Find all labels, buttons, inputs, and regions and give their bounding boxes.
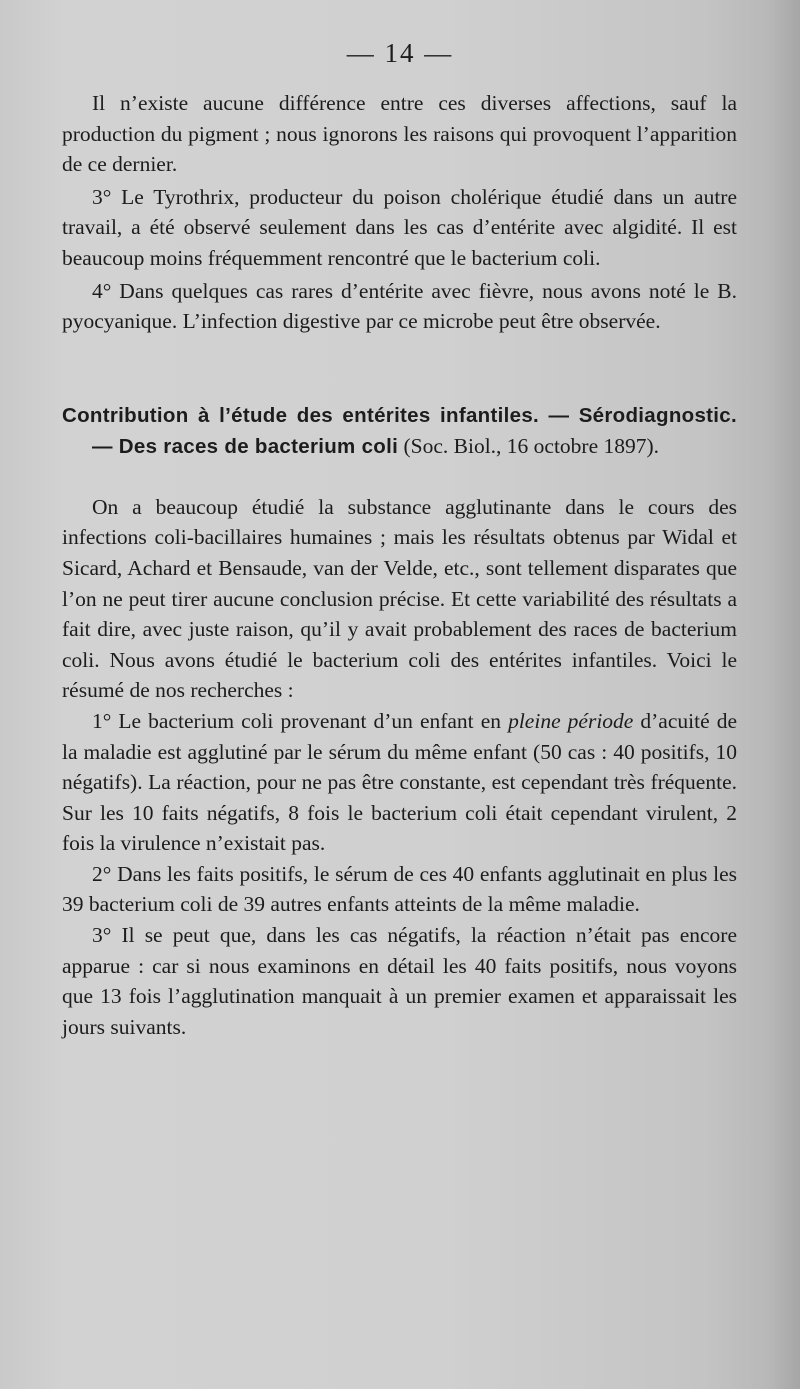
paragraph-point-1-start: 1° Le bacterium coli provenant d’un enfant en	[92, 708, 509, 733]
section-heading-title: Contribution à l’étude des entérites infantiles. — Sérodiagnostic. — Des races de bacterium coli	[62, 403, 737, 458]
paragraph-pyocyanique: 4° Dans quelques cas rares d’entérite avec fièvre, nous avons noté le B. pyocyanique. L’infection digestive par ce microbe peut être observée.	[62, 278, 737, 334]
page-content	[62, 88, 737, 1042]
section-heading	[62, 400, 737, 462]
paragraph-point-1-end: d’acuité de la maladie est agglutiné par le sérum du même enfant (50 cas : 40 positifs, 10 négatifs). La réaction, pour ne pas être constante, est cependant très fréquente. Sur les 10 faits négatifs, 8 fois le bacterium coli était cependant virulent, 2 fois la virulence n’existait pas.	[62, 708, 737, 856]
page-number: — 14 —	[346, 38, 454, 68]
paragraph-tyrothrix: 3° Le Tyrothrix, producteur du poison cholérique étudié dans un autre travail, a été observé seulement dans les cas d’entérite avec algidité. Il est beaucoup moins fréquemment rencontré que le bacterium coli.	[62, 184, 737, 270]
section-heading-reference: (Soc. Biol., 16 octobre 1897).	[398, 433, 660, 458]
paragraph-point-3: 3° Il se peut que, dans les cas négatifs, la réaction n’était pas encore apparue : car si nous examinons en détail les 40 faits positifs, nous voyons que 13 fois l’agglutination manquait à un premier examen et apparaissait les jours suivants.	[62, 923, 737, 1039]
paragraph-differences: Il n’existe aucune différence entre ces diverses affections, sauf la production du pigment ; nous ignorons les raisons qui provoquent l’apparition de ce dernier.	[62, 91, 737, 177]
paragraph-point-1-italic: pleine période	[508, 708, 634, 733]
section-heading-text	[62, 400, 737, 462]
paragraph-point-2: 2° Dans les faits positifs, le sérum de ces 40 enfants agglutinait en plus les 39 bacterium coli de 39 autres enfants atteints de la même maladie.	[62, 861, 737, 917]
paragraph-agglutinante: On a beaucoup étudié la substance agglutinante dans le cours des infections coli-bacillaires humaines ; mais les résultats obtenus par Widal et Sicard, Achard et Bensaude, van der Velde, etc., sont tellement disparates que l’on ne peut tirer aucune conclusion précise. Et cette variabilité des résultats a fait dire, avec juste raison, qu’il y avait probablement des races de bacterium coli. Nous avons étudié le bacterium coli des entérites infantiles. Voici le résumé de nos recherches :	[62, 494, 737, 703]
paragraph-point-1	[62, 706, 737, 859]
